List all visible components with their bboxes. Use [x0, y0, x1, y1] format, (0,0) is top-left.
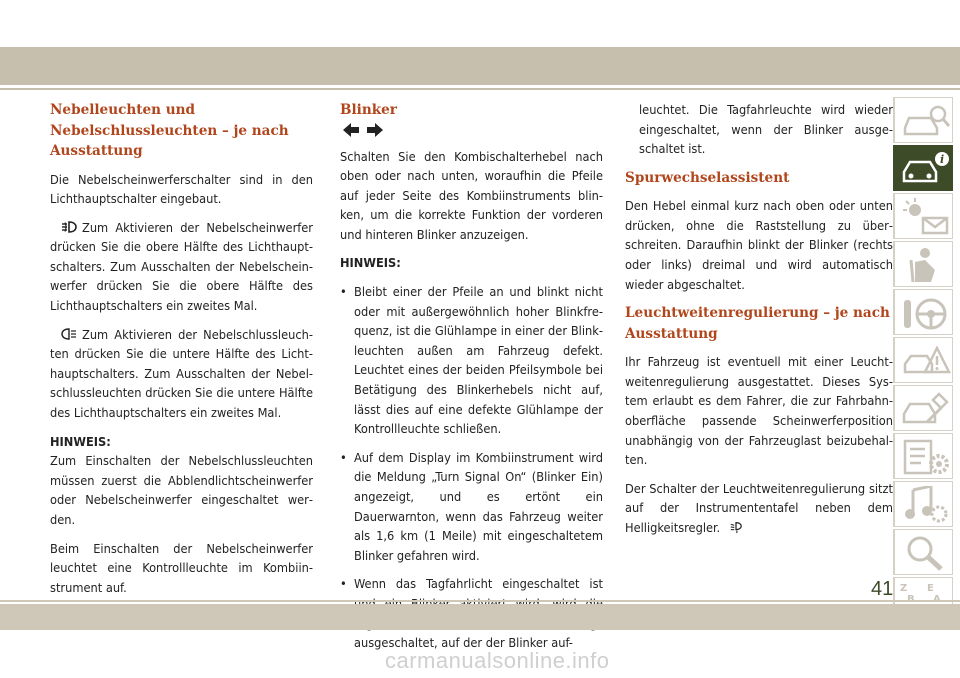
index-letter: Z [900, 583, 908, 594]
paragraph-turn-intro: Schalten Sie den Kombischalterhebel nach oben oder nach unten, woraufhin die Pfeile auf jeder Seite des Kombiinstruments blinken, um die korrekte Funktion der vorderen und hinteren Blinker anzuzeigen. [340, 148, 603, 242]
rear-fog-light-icon [60, 327, 78, 341]
note-text-1: Zum Einschalten der Nebelschlussleuchten müssen zuerst die Abblendlichtscheinwerfer oder Nebelscheinwerfer eingeschaltet werden. [50, 453, 313, 527]
column-fog-lights [50, 100, 313, 606]
left-arrow-icon [342, 122, 360, 138]
index-letter: E [927, 583, 934, 594]
page-number: 41 [871, 578, 894, 600]
paragraph-fog-intro: Die Nebelscheinwerferschalter sind in den Lichthauptschalter eingebaut. [50, 171, 313, 207]
bottom-divider [0, 600, 960, 602]
top-divider [0, 88, 960, 90]
breakdown-triangle-icon [901, 342, 951, 380]
note-label-1: HINWEIS: [50, 433, 111, 449]
heading-lane-change: Spurwechselassistent [625, 169, 790, 186]
tab-customer-assistance[interactable] [893, 529, 953, 575]
paragraph-lane-change: Den Hebel einmal kurz nach oben oder unten drücken, ohne die Raststellung zu überschreiten. Daraufhin blinkt der Blinker (rechts oder links) dreimal und wird automatisch wieder abgeschaltet. [625, 198, 893, 292]
heading-headlight-leveling: Leuchtweitenregulierung – je nach Ausstattung [625, 305, 890, 342]
magnifier-icon [901, 534, 951, 572]
checklist-gear-icon [901, 438, 951, 476]
watermark: carmanualsonline.info [385, 648, 610, 673]
paragraph-rear-fog [50, 325, 313, 423]
tab-car-info[interactable] [893, 145, 953, 191]
paragraph-fog-indicator: Beim Einschalten der Nebelscheinwerfer leuchtet eine Kontrollleuchte im Kombiinstrument auf. [50, 540, 313, 595]
column-lane-headlight [625, 100, 893, 547]
tab-emergency[interactable] [893, 337, 953, 383]
column-turn-signals [340, 100, 603, 662]
multimedia-icon [901, 486, 951, 524]
tab-service[interactable] [893, 385, 953, 431]
paragraph-front-fog [50, 218, 313, 316]
tab-driving[interactable] [893, 289, 953, 335]
list-item: • Auf dem Display im Kombiinstrument wird die Meldung „Turn Signal On“ (Blinker Ein) angezeigt, und es ertönt ein Dauerwarnton, wenn das Fahrzeug weiter als 1,6 km (1 Meile) mit eingeschaltetem Blinker gefahren wird. [340, 448, 603, 566]
list-item: • Wenn das Tagfahrlicht eingeschaltet ist ausgeschaltet, auf der der Blinker auf- [340, 574, 603, 652]
car-search-icon [901, 102, 951, 140]
right-arrow-icon [366, 122, 384, 138]
note-label-2: HINWEIS: [340, 255, 401, 271]
tab-safety[interactable] [893, 241, 953, 287]
airbag-seat-icon [901, 246, 951, 284]
paragraph-leveling-switch [625, 479, 893, 538]
paragraph-leveling-intro: Ihr Fahrzeug ist eventuell mit einer Leuchtweitenregulierung ausgestattet. Dieses System erlaubt es dem Fahrer, die zur Fahrbahnoberfläche passende Scheinwerferposition unabhängig von der Fahrzeuglast beizubehalten. [625, 354, 893, 468]
svg-text:i: i [940, 153, 945, 166]
warning-light-icon [901, 198, 951, 236]
list-item: • Bleibt einer der Pfeile an und blinkt nicht oder mit außergewöhnlich hoher Blinkfrequenz, ist die Glühlampe in einer der Blinkleuchten außen am Fahrzeug defekt. Leuchtet eines der beiden Pfeilsymbole bei Betätigung des Blinkerhebels nicht auf, lässt dies auf eine defekte Glühlampe der Kontrollleuchte schließen. [340, 282, 603, 439]
tab-multimedia[interactable] [893, 481, 953, 527]
front-fog-light-icon [60, 220, 78, 234]
top-band [0, 47, 960, 85]
leveling-switch-text: Der Schalter der Leuchtweitenregulierung sitzt auf der Instrumententafel neben dem Helligkeitsregler. [625, 480, 893, 535]
steering-wheel-icon [901, 294, 951, 332]
turn-signal-arrows [342, 119, 603, 141]
tab-warning-lights[interactable] [893, 193, 953, 239]
heading-turn-signals: Blinker [340, 102, 397, 118]
paragraph-continued: leuchtet. Die Tagfahrleuchte wird wieder eingeschaltet, wenn der Blinker ausgeschaltet ist. [639, 102, 893, 157]
tab-specifications[interactable] [893, 433, 953, 479]
car-service-icon [901, 390, 951, 428]
heading-fog-lights: Nebelleuchten und Nebelschlussleuchten – je nach Ausstattung [50, 102, 289, 159]
bottom-band [0, 604, 960, 630]
car-info-icon [901, 150, 951, 188]
front-fog-text: Zum Aktivieren der Nebelscheinwerfer drücken Sie die obere Hälfte des Lichthauptschalters. Zum Ausschalten der Nebelscheinwerfer drücken Sie die obere Hälfte des Lichthauptschalters ein zweites Mal. [50, 219, 313, 314]
tab-car-search[interactable] [893, 97, 953, 143]
rear-fog-text: Zum Aktivieren der Nebelschlussleuchten drücken Sie die untere Hälfte des Lichthauptschalters. Zum Ausschalten der Nebelschlussleuchten drücken Sie die untere Hälfte des Lichthauptschalters ein zweites Mal. [50, 326, 313, 421]
chapter-sidebar [893, 97, 960, 625]
headlight-leveling-icon [727, 520, 745, 534]
turn-signal-notes [340, 282, 603, 653]
